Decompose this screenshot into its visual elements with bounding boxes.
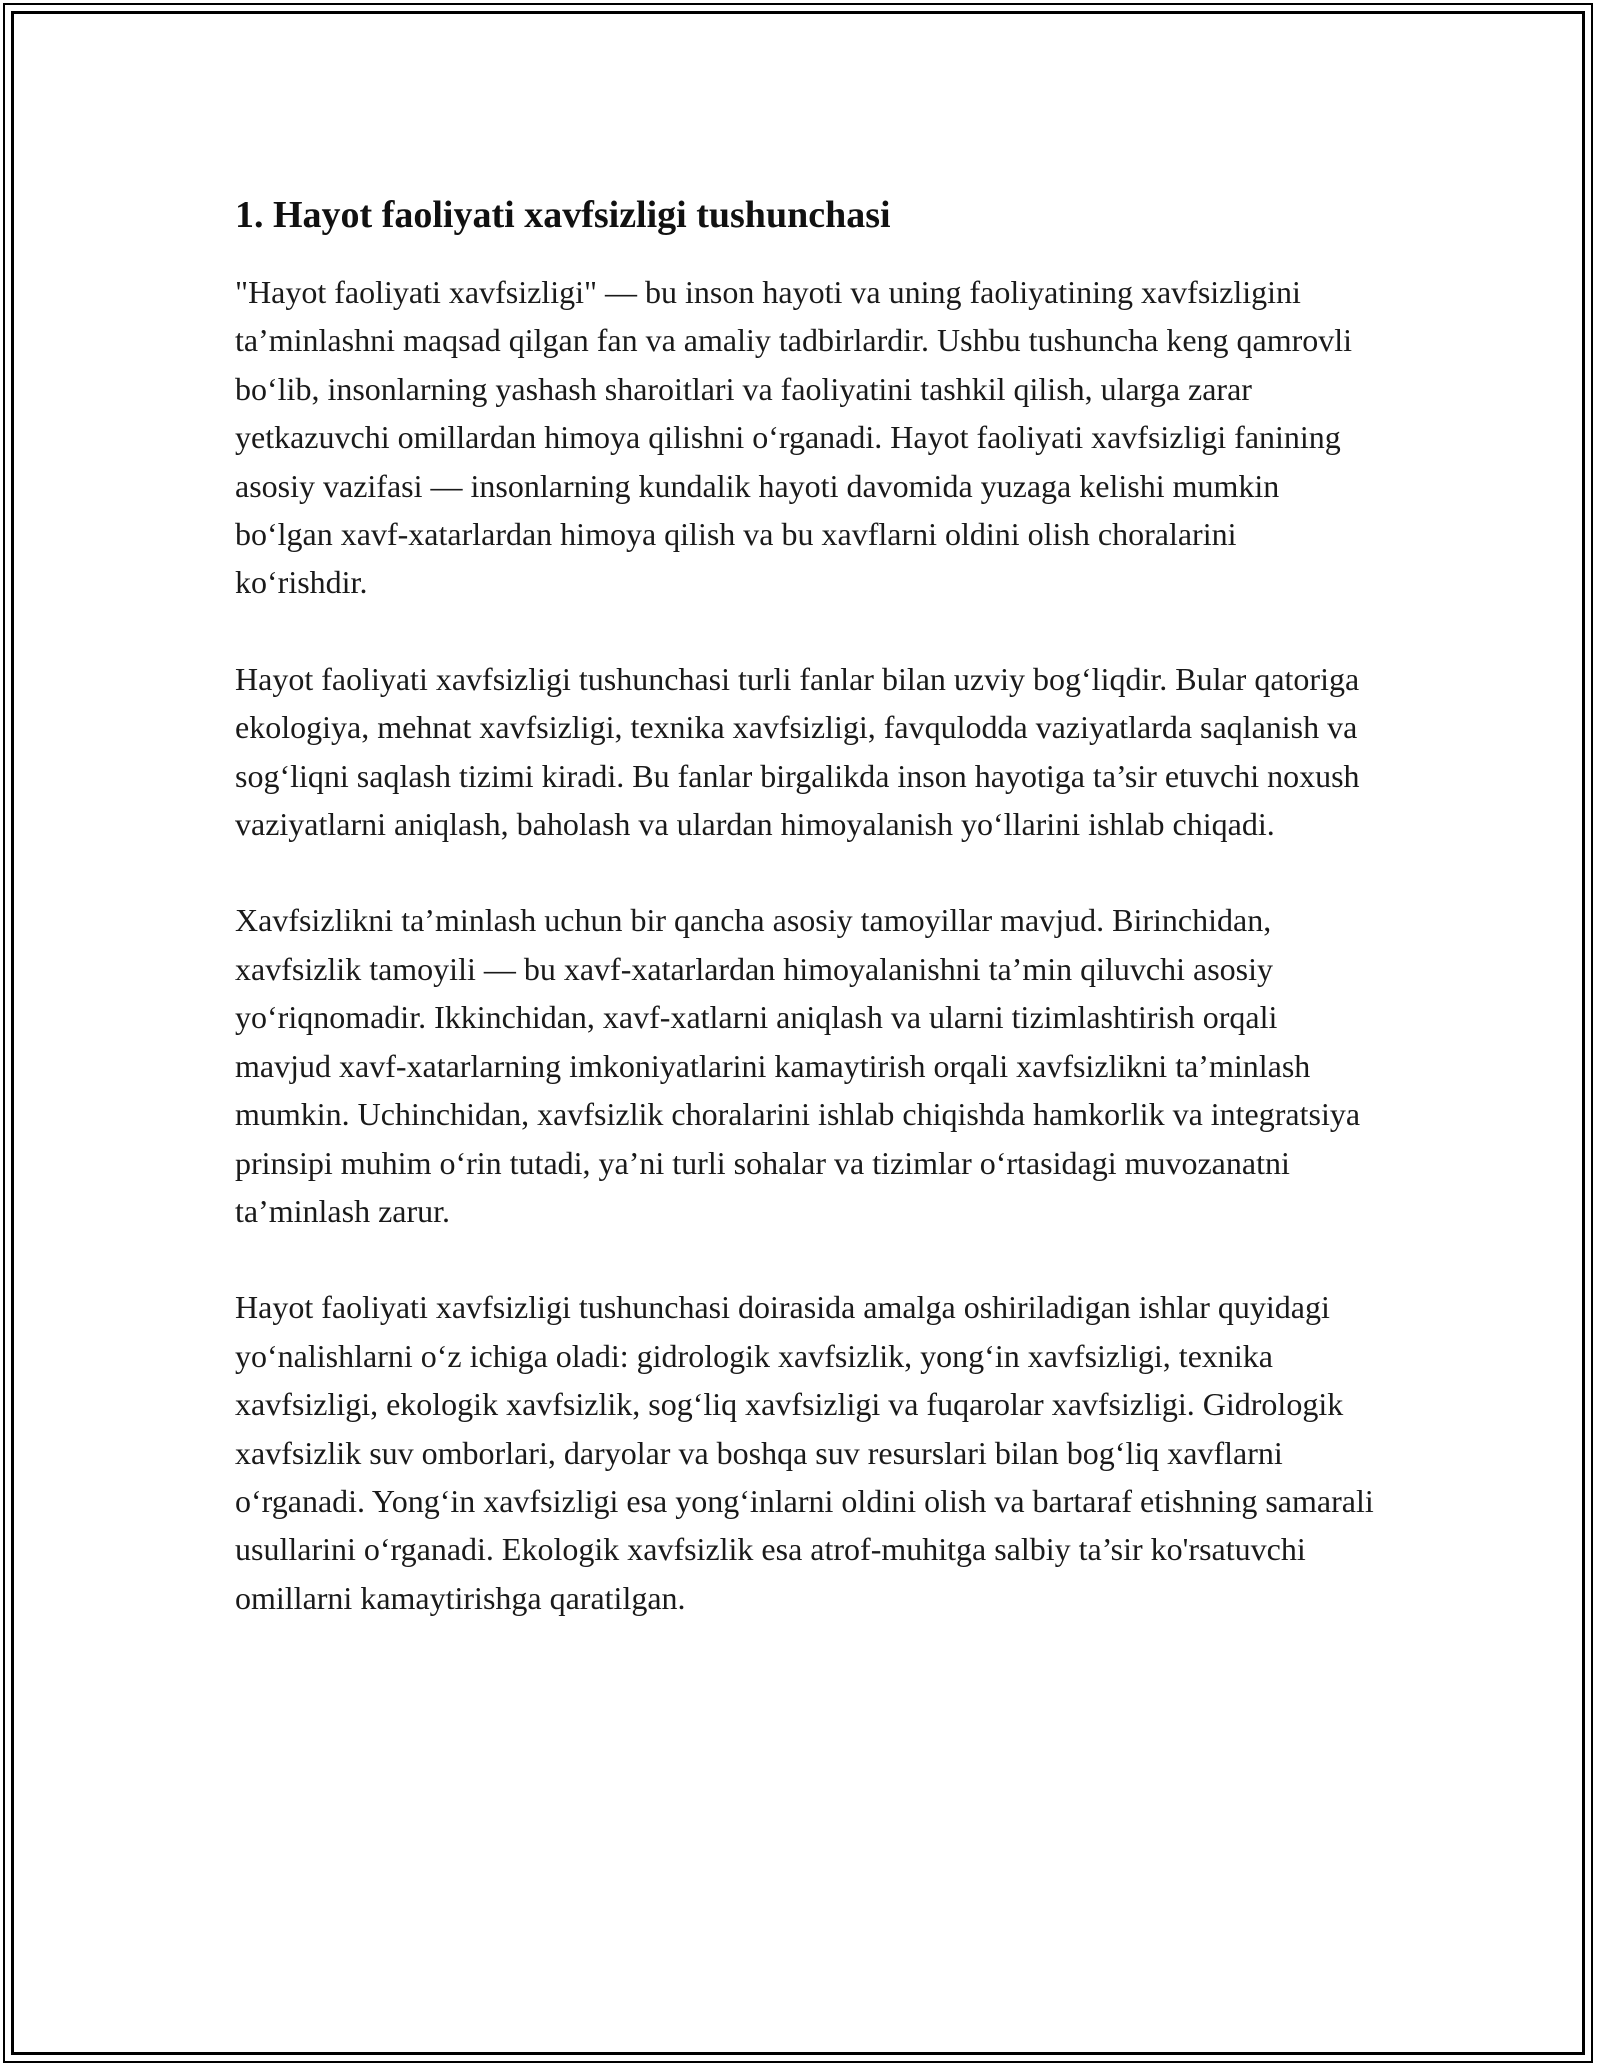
document-body <box>235 188 1375 1622</box>
paragraph-1: "Hayot faoliyati xavfsizligi" — bu inson hayoti va uning faoliyatining xavfsizligini ta’minlashni maqsad qilgan fan va amaliy tadbirlardir. Ushbu tushuncha keng qamrovli bo‘lib, insonlarning yashash sharoitlari va faoliyatini tashkil qilish, ularga zarar yetkazuvchi omillardan himoya qilishni o‘rganadi. Hayot faoliyati xavfsizligi fanining asosiy vazifasi — insonlarning kundalik hayoti davomida yuzaga kelishi mumkin bo‘lgan xavf-xatarlardan himoya qilish va bu xavflarni oldini olish choralarini ko‘rishdir. <box>235 274 1353 601</box>
paragraph-4: Hayot faoliyati xavfsizligi tushunchasi doirasida amalga oshiriladigan ishlar quyidagi yo‘nalishlarni o‘z ichiga oladi: gidrologik xavfsizlik, yong‘in xavfsizligi, texnika xavfsizligi, ekologik xavfsizlik, sog‘liq xavfsizligi va fuqarolar xavfsizligi. Gidrologik xavfsizlik suv omborlari, daryolar va boshqa suv resurslari bilan bog‘liq xavflarni o‘rganadi. Yong‘in xavfsizligi esa yong‘inlarni oldini olish va bartaraf etishning samarali usullarini o‘rganadi. Ekologik xavfsizlik esa atrof-muhitga salbiy ta’sir ko'rsatuvchi omillarni kamaytirishga qaratilgan. <box>235 1289 1374 1616</box>
section-title: 1. Hayot faoliyati xavfsizligi tushunchasi <box>235 194 891 236</box>
paragraph-3: Xavfsizlikni ta’minlash uchun bir qancha asosiy tamoyillar mavjud. Birinchidan, xavfsizlik tamoyili — bu xavf-xatarlardan himoyalanishni ta’min qiluvchi asosiy yo‘riqnomadir. Ikkinchidan, xavf-xatlarni aniqlash va ularni tizimlashtirish orqali mavjud xavf-xatarlarning imkoniyatlarini kamaytirish orqali xavfsizlikni ta’minlash mumkin. Uchinchidan, xavfsizlik choralarini ishlab chiqishda hamkorlik va integratsiya prinsipi muhim o‘rin tutadi, ya’ni turli sohalar va tizimlar o‘rtasidagi muvozanatni ta’minlash zarur. <box>235 902 1361 1229</box>
paragraph-2: Hayot faoliyati xavfsizligi tushunchasi turli fanlar bilan uzviy bog‘liqdir. Bular qatoriga ekologiya, mehnat xavfsizligi, texnika xavfsizligi, favqulodda vaziyatlarda saqlanish va sog‘liqni saqlash tizimi kiradi. Bu fanlar birgalikda inson hayotiga ta’sir etuvchi noxush vaziyatlarni aniqlash, baholash va ulardan himoyalanish yo‘llarini ishlab chiqadi. <box>235 660 1360 843</box>
